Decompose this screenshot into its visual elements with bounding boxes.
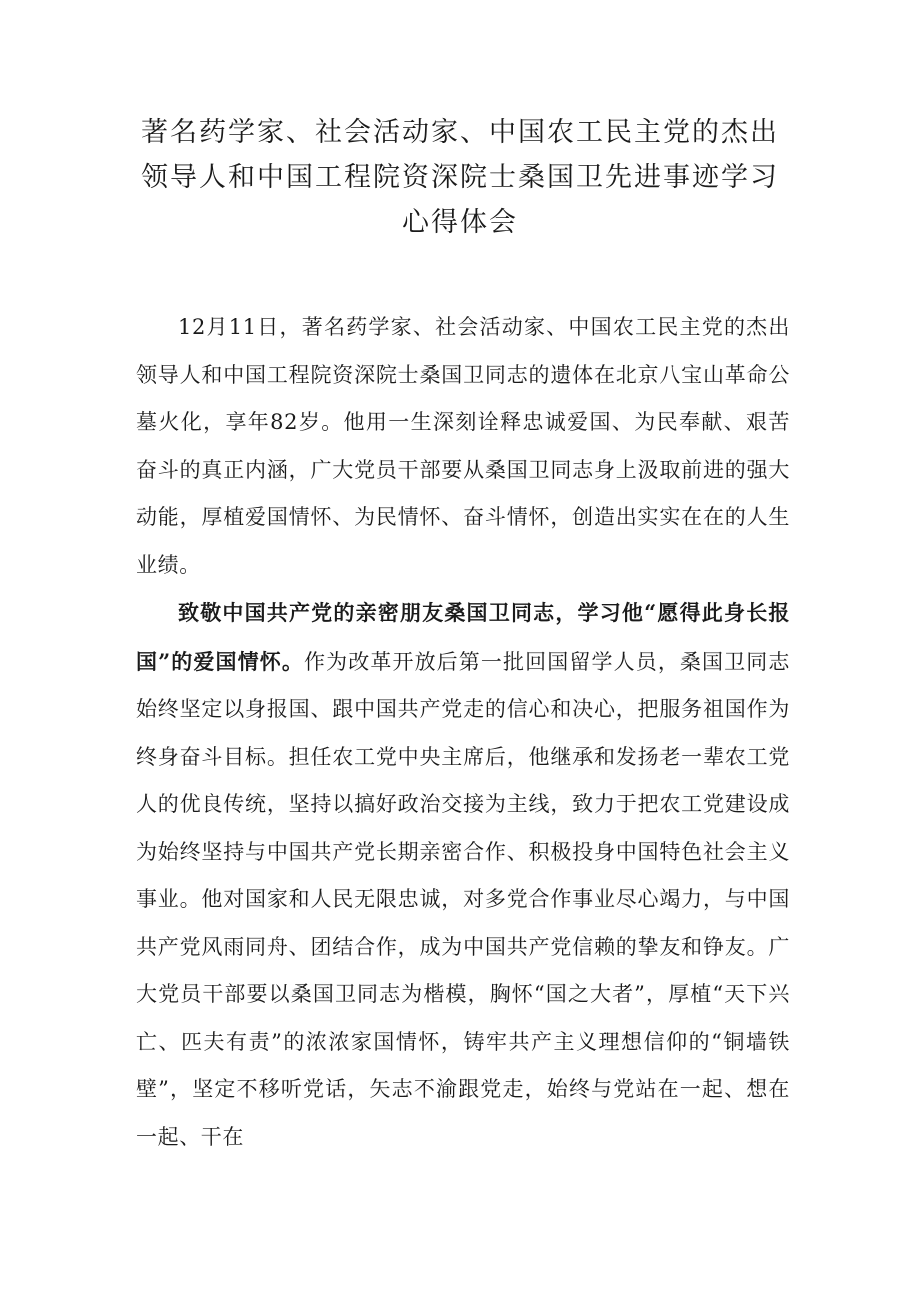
paragraph-2-text: 作为改革开放后第一批回国留学人员，桑国卫同志始终坚定以身报国、跟中国共产党走的信心和决心，把服务祖国作为终身奋斗目标。担任农工党中央主席后，他继承和发扬老一辈农工党人的优良传统，坚持以搞好政治交接为主线，致力于把农工党建设成为始终坚持与中国共产党长期亲密合作、积极投身中国特色社会主义事业。他对国家和人民无限忠诚，对多党合作事业尽心竭力，与中国共产党风雨同舟、团结合作，成为中国共产党信赖的挚友和铮友。广大党员干部要以桑国卫同志为楷模，胸怀“国之大者”，厚植“天下兴亡、匹夫有责”的浓浓家国情怀，铸牢共产主义理想信仰的“铜墙铁壁”，坚定不移听党话，矢志不渝跟党走，始终与党站在一起、想在一起、干在 [136,649,790,1149]
paragraph-1 [136,303,790,589]
document-body [136,303,790,1161]
paragraph-2 [136,589,790,1161]
paragraph-2-lead: 致敬中国共产党的亲密朋友桑国卫同志，学习他“愿得此身长报国”的爱国情怀。 [136,600,790,674]
paragraph-1-text: 12月11日，著名药学家、社会活动家、中国农工民主党的杰出领导人和中国工程院资深院士桑国卫同志的遗体在北京八宝山革命公墓火化，享年82岁。他用一生深刻诠释忠诚爱国、为民奉献、艰苦奋斗的真正内涵，广大党员干部要从桑国卫同志身上汲取前进的强大动能，厚植爱国情怀、为民情怀、奋斗情怀，创造出实实在在的人生业绩。 [136,315,790,577]
document-title: 著名药学家、社会活动家、中国农工民主党的杰出领导人和中国工程院资深院士桑国卫先进事迹学习心得体会 [141,117,779,238]
